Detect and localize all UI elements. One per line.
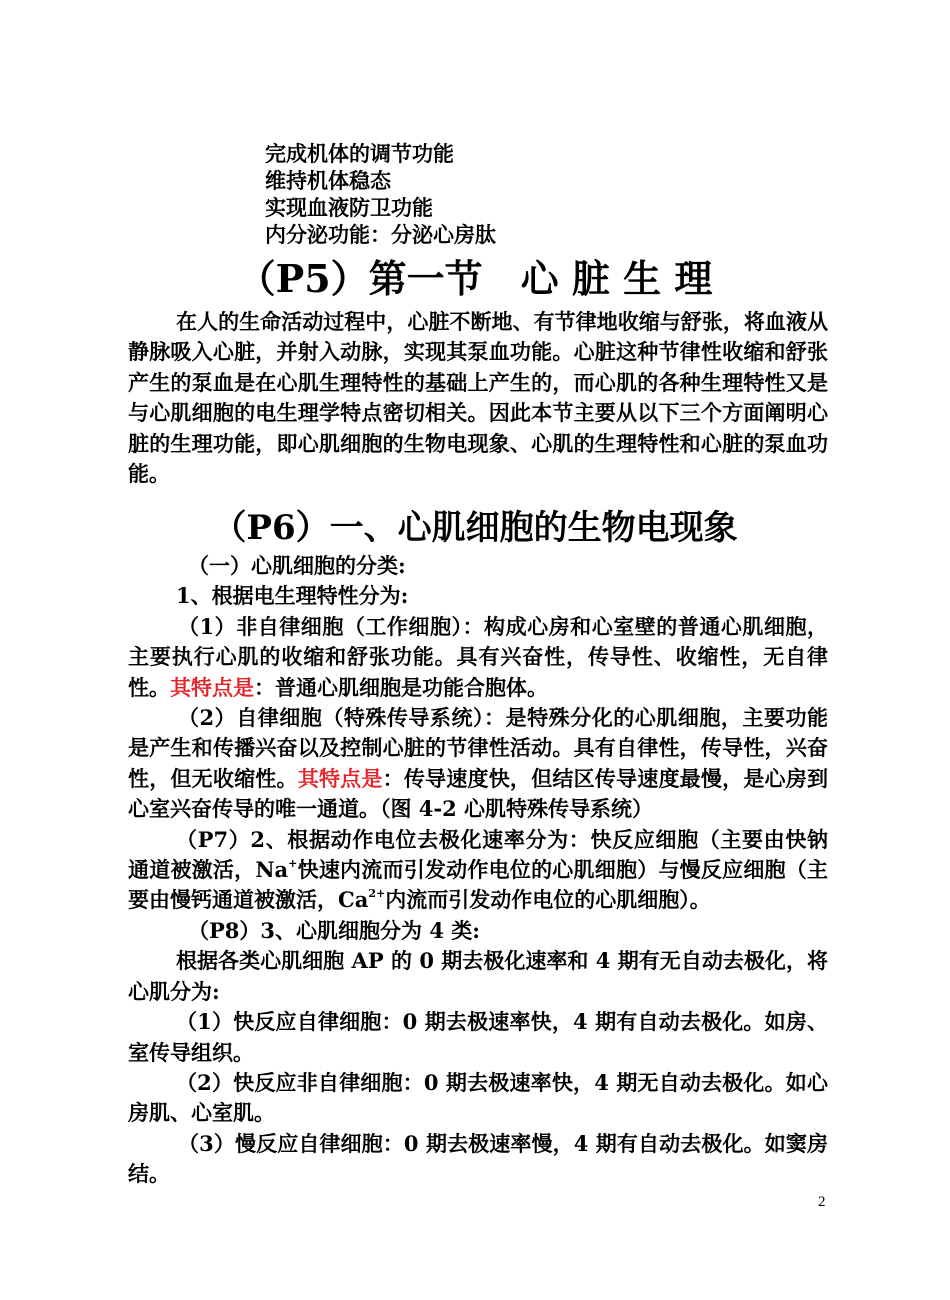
classification-item-1: 1、根据电生理特性分为: bbox=[176, 583, 409, 609]
ca-superscript: 2+ bbox=[368, 887, 386, 901]
basis-paragraph: 根据各类心肌细胞 AP 的 0 期去极化速率和 4 期有无自动去极化，将心肌分为: bbox=[128, 948, 828, 1004]
p8-heading: （P8）3、心肌细胞分为 4 类: bbox=[188, 917, 480, 943]
p7-text-c: 内流而引发动作电位的心肌细胞）。 bbox=[385, 887, 711, 913]
list-item: 内分泌功能：分泌心房肽 bbox=[265, 222, 496, 247]
function-list bbox=[265, 140, 496, 248]
non-autorhythmic-paragraph bbox=[128, 612, 828, 703]
p7-paragraph bbox=[128, 825, 828, 916]
type-2-paragraph: （2）快反应非自律细胞：0 期去极速率快，4 期无自动去极化。如心房肌、心室肌。 bbox=[128, 1069, 828, 1126]
list-item: 实现血液防卫功能 bbox=[265, 195, 433, 220]
type-3-paragraph: （3）慢反应自律细胞：0 期去极速率慢，4 期有自动去极化。如窦房结。 bbox=[128, 1130, 828, 1187]
intro-block bbox=[128, 307, 828, 489]
list-item: 维持机体稳态 bbox=[265, 168, 391, 193]
p7-text-a: （P7）2、根据动作电位去极化速率分为：快反应细胞（主要由快钠通道被激活，Na bbox=[128, 826, 828, 883]
page-number: 2 bbox=[818, 1194, 826, 1210]
non-auto-text-a: （1）非自律细胞（工作细胞）：构成心房和心室壁的普通心肌细胞，主要执行心肌的收缩和舒张功能。具有兴奋性，传导性、收缩性，无自律性。 bbox=[128, 613, 828, 700]
subsection-title: （P6）一、心肌细胞的生物电现象 bbox=[212, 508, 738, 548]
auto-text-b: ：传导速度快，但结区传导速度最慢，是心房到心室兴奋传导的唯一通道。（图 4-2 心肌特殊传导系统） bbox=[128, 765, 828, 822]
type-1-paragraph: （1）快反应自律细胞：0 期去极速率快，4 期有自动去极化。如房、室传导组织。 bbox=[128, 1009, 828, 1065]
list-item: 完成机体的调节功能 bbox=[265, 141, 454, 166]
classification-heading: （一）心肌细胞的分类: bbox=[188, 553, 406, 578]
classification-block bbox=[128, 551, 828, 1190]
na-superscript: + bbox=[288, 857, 298, 871]
non-auto-text-b: ：普通心肌细胞是功能合胞体。 bbox=[254, 674, 548, 700]
intro-paragraph: 在人的生命活动过程中，心脏不断地、有节律地收缩与舒张，将血液从静脉吸入心脏，并射入动脉，实现其泵血功能。心脏这种节律性收缩和舒张产生的泵血是在心肌生理特性的基础上产生的，而心肌的各种生理特性又是与心肌细胞的电生理学特点密切相关。因此本节主要从以下三个方面阐明心脏的生理功能，即心肌细胞的生物电现象、心肌的生理特性和心脏的泵血功能。 bbox=[128, 309, 828, 487]
section-title: （P5）第一节 心 脏 生 理 bbox=[237, 256, 713, 301]
auto-text-a: （2）自律细胞（特殊传导系统）：是特殊分化的心肌细胞，主要功能是产生和传播兴奋以及控制心脏的节律性活动。具有自律性，传导性，兴奋性，但无收缩性。 bbox=[128, 705, 828, 791]
p7-text-b: 快速内流而引发动作电位的心肌细胞）与慢反应细胞（主要由慢钙通道被激活，Ca bbox=[128, 857, 828, 913]
auto-highlight: 其特点是 bbox=[297, 765, 383, 791]
non-auto-highlight: 其特点是 bbox=[170, 674, 254, 700]
autorhythmic-paragraph bbox=[128, 703, 828, 825]
